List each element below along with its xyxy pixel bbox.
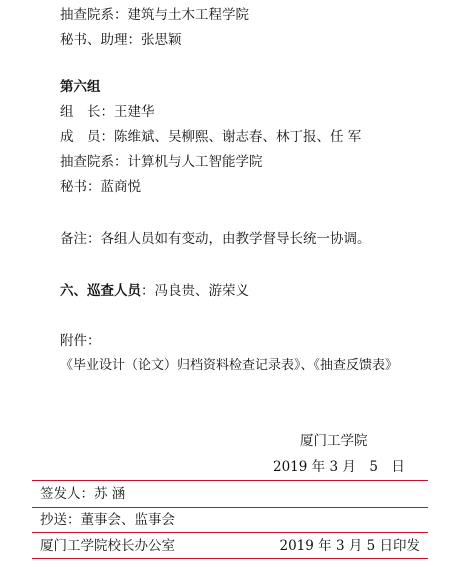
footer-cc: 抄送：董事会、监事会 [40,512,175,528]
attachment-label: 附件： [60,333,101,349]
footer-top-rule [32,480,428,481]
attachment-content: 《毕业设计（论文）归档资料检查记录表》、《抽查反馈表》 [60,358,399,373]
group5-secretary: 秘书、助理：张思颖 [60,32,182,48]
footer-office: 厦门工学院校长办公室 [40,538,175,554]
footer-issuer: 签发人：苏 涵 [40,486,126,502]
group6-leader: 组 长：王建华 [60,104,155,120]
footer-rule-2 [32,532,428,533]
group6-title: 第六组 [60,79,101,95]
signature-org: 厦门工学院 [300,433,368,449]
group6-department: 抽查院系：计算机与人工智能学院 [60,154,263,170]
note: 备注：各组人员如有变动，由教学督导长统一协调。 [60,231,371,247]
section6-label: 六、巡查人员 [60,283,141,299]
group5-department: 抽查院系：建筑与土木工程学院 [60,7,249,23]
section6-line [60,282,249,300]
footer-print-date: 2019 年 3 月 5 日印发 [279,538,420,554]
signature-date: 2019 年 3 月 5 日 [273,459,405,475]
group6-members: 成 员：陈维斌、吴柳熙、谢志春、林丁报、任 军 [60,129,362,145]
section6-value: ：冯良贵、游荣义 [141,283,249,299]
footer-bottom-rule [32,558,428,559]
footer-rule-1 [32,507,428,508]
group6-secretary: 秘书：蓝商悦 [60,179,141,195]
